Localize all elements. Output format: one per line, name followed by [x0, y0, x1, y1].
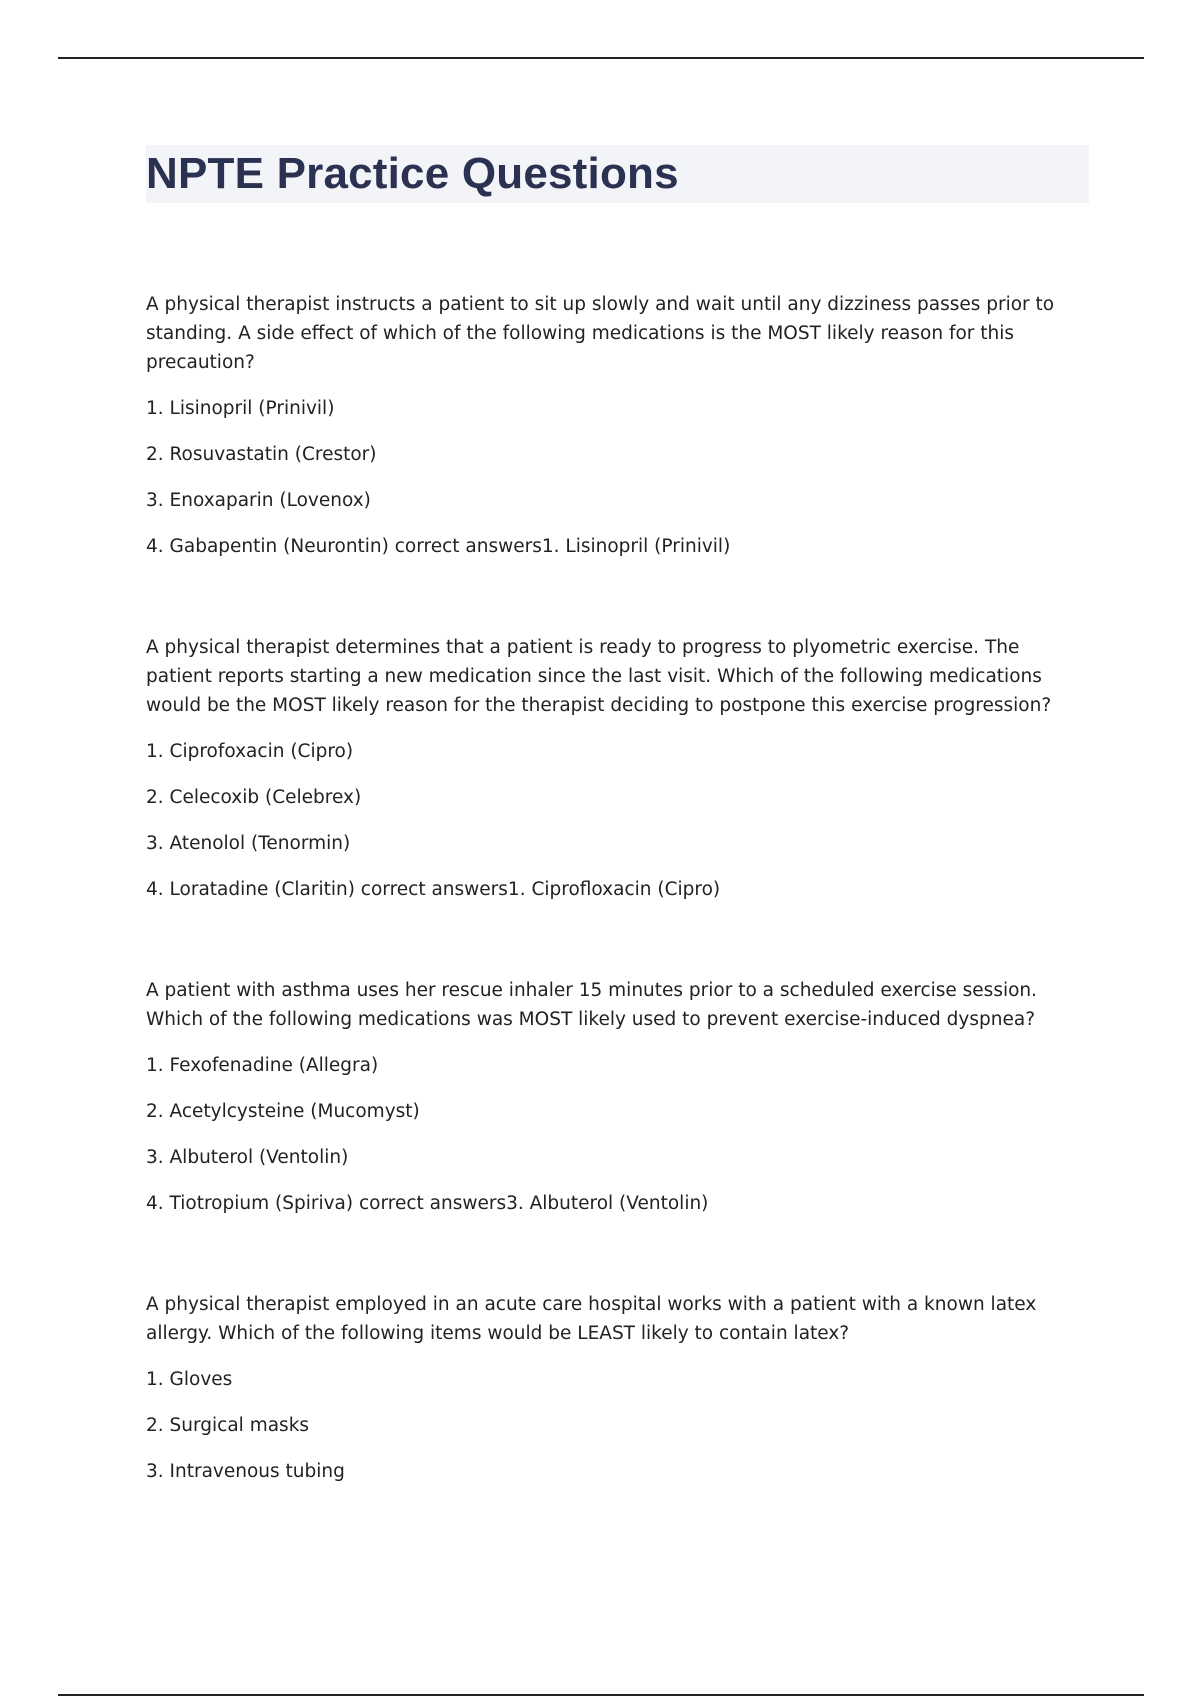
question-text: A physical therapist instructs a patient to sit up slowly and wait until any dizziness passes prior to standing. A side effect of which of the following medications is the MOST likely reason for this precaution? — [146, 294, 1055, 373]
answer-option: 1. Fexofenadine (Allegra) — [146, 1055, 379, 1076]
answer-option: 2. Celecoxib (Celebrex) — [146, 787, 362, 808]
question-text: A patient with asthma uses her rescue inhaler 15 minutes prior to a scheduled exercise session. Which of the following medications was MOST likely used to prevent exercise-induced dyspnea? — [146, 980, 1038, 1030]
question-4 — [146, 1290, 1089, 1495]
answer-option: 3. Enoxaparin (Lovenox) — [146, 490, 371, 511]
top-rule — [58, 57, 1144, 59]
question-3 — [146, 976, 1089, 1227]
answer-option: 3. Atenolol (Tenormin) — [146, 833, 351, 854]
question-text: A physical therapist employed in an acute care hospital works with a patient with a known latex allergy. Which of the following items would be LEAST likely to contain latex? — [146, 1294, 1037, 1344]
answer-option: 2. Rosuvastatin (Crestor) — [146, 444, 377, 465]
bottom-rule — [58, 1694, 1144, 1696]
answer-option: 4. Tiotropium (Spiriva) correct answers3. Albuterol (Ventolin) — [146, 1193, 709, 1214]
answer-option: 3. Albuterol (Ventolin) — [146, 1147, 349, 1168]
question-1 — [146, 290, 1089, 570]
answer-option: 1. Gloves — [146, 1369, 233, 1390]
question-text: A physical therapist determines that a patient is ready to progress to plyometric exercise. The patient reports starting a new medication since the last visit. Which of the following medications would be the MOST likely reason for the therapist deciding to postpone this exercise progression? — [146, 637, 1052, 716]
answer-option: 4. Gabapentin (Neurontin) correct answers1. Lisinopril (Prinivil) — [146, 536, 731, 557]
question-list — [146, 290, 1089, 1558]
page-title: NPTE Practice Questions — [146, 149, 679, 198]
answer-option: 3. Intravenous tubing — [146, 1461, 345, 1482]
answer-option: 1. Lisinopril (Prinivil) — [146, 398, 335, 419]
question-2 — [146, 633, 1089, 913]
answer-option: 2. Acetylcysteine (Mucomyst) — [146, 1101, 420, 1122]
answer-option: 4. Loratadine (Claritin) correct answers1. Ciprofloxacin (Cipro) — [146, 879, 721, 900]
answer-option: 1. Ciprofoxacin (Cipro) — [146, 741, 354, 762]
answer-option: 2. Surgical masks — [146, 1415, 310, 1436]
